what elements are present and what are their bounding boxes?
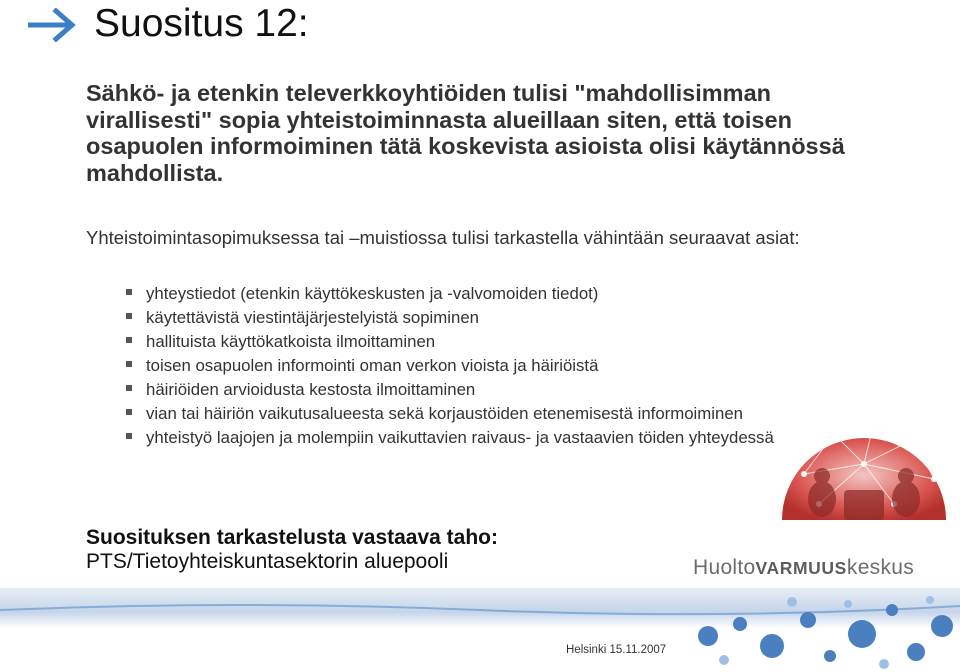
list-item: hallituista käyttökatkoista ilmoittaminen (126, 330, 786, 354)
list-item: yhteistyö laajojen ja molempiin vaikuttavien raivaus- ja vastaavien töiden yhteydessä (126, 426, 786, 450)
bullet-square-icon (126, 361, 132, 367)
list-item: toisen osapuolen informointi oman verkon vioista ja häiriöistä (126, 354, 786, 378)
bullet-square-icon (126, 409, 132, 415)
bullet-square-icon (126, 289, 132, 295)
bullet-square-icon (126, 385, 132, 391)
network-globe-icon (774, 394, 954, 520)
slide-title: Suositus 12: (94, 2, 309, 45)
bullet-square-icon (126, 313, 132, 319)
bullet-square-icon (126, 337, 132, 343)
huoltovarmuuskeskus-logo: HuoltoVARMUUSkeskus (693, 556, 915, 579)
list-item: häiriöiden arvioidusta kestosta ilmoittaminen (126, 378, 786, 402)
intro-paragraph: Yhteistoimintasopimuksessa tai –muistiossa tulisi tarkastella vähintään seuraavat asiat: (86, 227, 800, 248)
list-item: yhteystiedot (etenkin käyttökeskusten ja -valvomoiden tiedot) (126, 282, 786, 306)
responsible-heading: Suosituksen tarkastelusta vastaava taho: (86, 526, 499, 549)
list-item: vian tai häiriön vaikutusalueesta sekä korjaustöiden etenemisestä informoiminen (126, 402, 786, 426)
list-item: käytettävistä viestintäjärjestelyistä sopiminen (126, 306, 786, 330)
arrow-right-icon (28, 8, 78, 42)
lead-paragraph: Sähkö- ja etenkin televerkkoyhtiöiden tulisi "mahdollisimman virallisesti" sopia yhteistoiminnasta alueillaan siten, että toisen osapuolen informoiminen tätä koskevista asioista olisi käytännössä mahdollista. (86, 80, 845, 186)
decorative-dots (680, 590, 960, 672)
footer-date: Helsinki 15.11.2007 (566, 644, 667, 656)
bullet-list (126, 282, 786, 450)
responsible-value: PTS/Tietoyhteiskuntasektorin aluepooli (86, 550, 449, 573)
bullet-square-icon (126, 433, 132, 439)
